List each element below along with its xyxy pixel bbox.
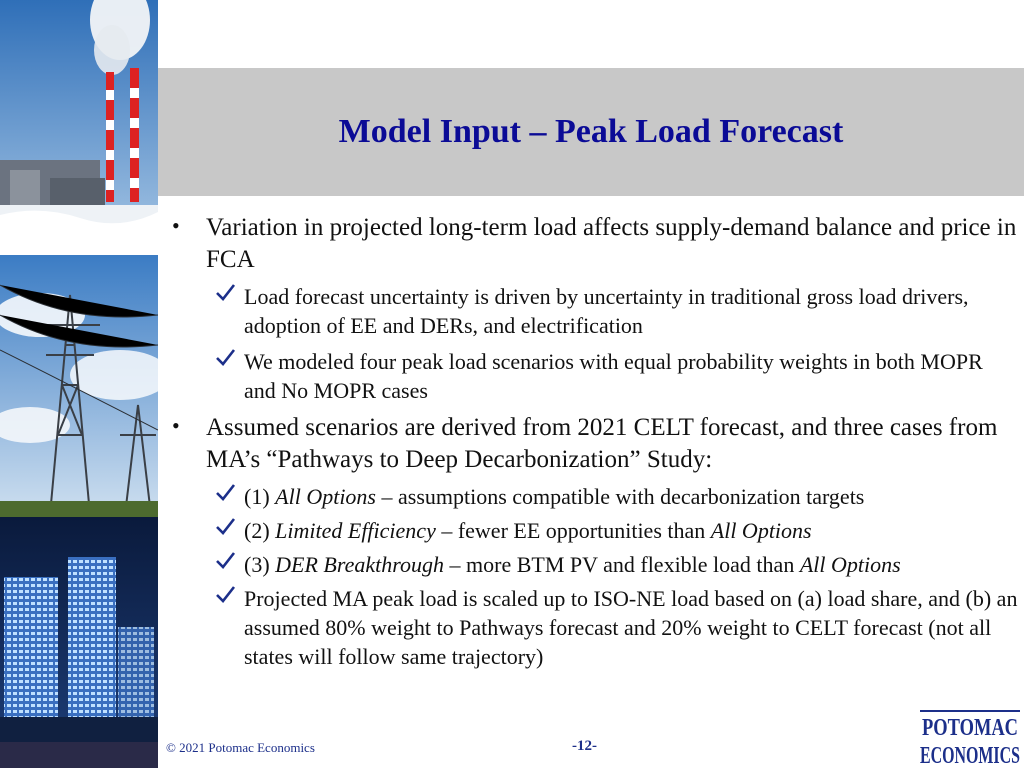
checkmark-icon [214,482,236,504]
sub-bullet-item [168,516,1018,545]
transmission-tower-image [0,255,158,517]
checkmark-icon [214,550,236,572]
logo-line2: ECONOMICS [920,743,1020,768]
slide-content [168,212,1018,678]
bullet-text: Variation in projected long-term load affects supply-demand balance and price in FCA [206,214,1017,273]
bullet-item [168,212,1018,276]
sub-bullet-item [168,347,1018,405]
sub-bullet-text-part: – assumptions compatible with decarbonization targets [376,484,865,509]
bullet-item [168,412,1018,476]
power-plant-image [0,0,158,255]
sub-bullet-italic-text: All Options [799,552,901,577]
page-number: -12- [572,738,597,754]
bullet-text: Assumed scenarios are derived from 2021 CELT forecast, and three cases from MA’s “Pathways to Deep Decarbonization” Study: [206,414,998,473]
bullet-dot-icon: • [172,213,180,238]
bullet-dot-icon: • [172,413,180,438]
checkmark-icon [214,584,236,606]
copyright-text: © 2021 Potomac Economics [166,740,315,755]
sub-bullet-text: Load forecast uncertainty is driven by uncertainty in traditional gross load drivers, adoption of EE and DERs, and electrification [244,284,969,338]
sub-bullet-text-part: – more BTM PV and flexible load than [444,552,800,577]
sub-bullet-text-part: (1) [244,484,276,509]
side-photo-strip [0,0,158,768]
checkmark-icon [214,516,236,538]
sub-bullet-item [168,550,1018,579]
title-band [158,68,1024,196]
checkmark-icon [214,282,236,304]
sub-bullet-italic-text: All Options [275,484,376,509]
sub-bullet-italic-text: DER Breakthrough [275,552,444,577]
sub-bullet-italic-text: All Options [710,518,812,543]
slide-title: Model Input – Peak Load Forecast [338,113,844,150]
sub-bullet-item [168,482,1018,511]
sub-bullet-item [168,584,1018,671]
sub-bullet-text: We modeled four peak load scenarios with equal probability weights in both MOPR and No MOPR cases [244,349,983,403]
city-skyline-image [0,517,158,768]
sub-bullet-text-part: (3) [244,552,276,577]
sub-bullet-text-part: – fewer EE opportunities than [435,518,711,543]
logo-line1: POTOMAC [922,715,1018,741]
sub-bullet-text: Projected MA peak load is scaled up to ISO-NE load based on (a) load share, and (b) an assumed 80% weight to Pathways forecast and 20% weight to CELT forecast (not all states will follow same trajectory) [244,586,1018,669]
potomac-economics-logo [918,708,1022,768]
sub-bullet-text-part: (2) [244,518,276,543]
checkmark-icon [214,347,236,369]
sub-bullet-italic-text: Limited Efficiency [275,518,436,543]
sub-bullet-item [168,282,1018,340]
